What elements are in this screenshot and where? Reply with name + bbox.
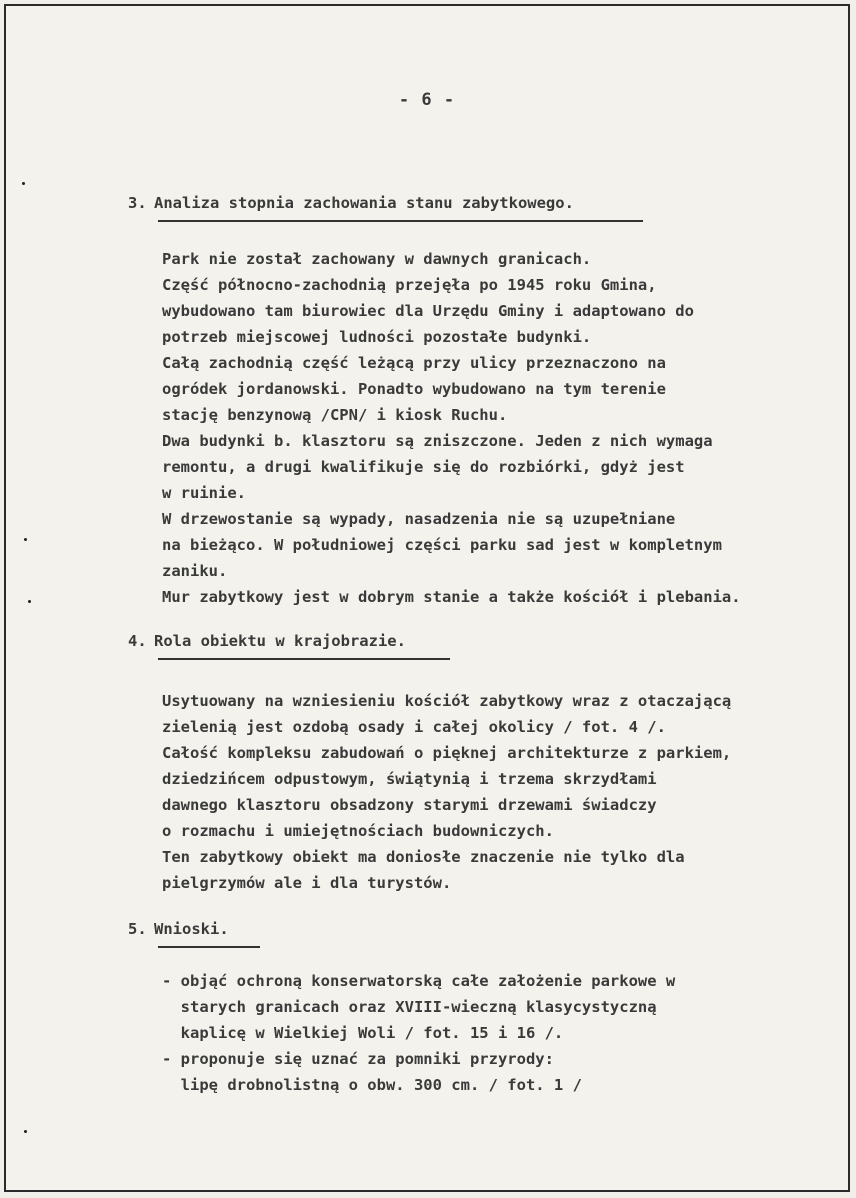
section-title: Analiza stopnia zachowania stanu zabytkowego.: [154, 194, 574, 212]
text-line: Całą zachodnią część leżącą przy ulicy przeznaczono na: [162, 354, 666, 372]
text-line: w ruinie.: [162, 484, 246, 502]
text-line: Dwa budynki b. klasztoru są zniszczone. Jeden z nich wymaga: [162, 432, 713, 450]
section-heading: [128, 632, 406, 650]
text-line: stację benzynową /CPN/ i kiosk Ruchu.: [162, 406, 508, 424]
page-number: - 6 -: [398, 90, 456, 110]
text-line: dziedzińcem odpustowym, świątynią i trzema skrzydłami: [162, 770, 657, 788]
text-line: Całość kompleksu zabudowań o pięknej architekturze z parkiem,: [162, 744, 732, 762]
margin-mark: [22, 182, 25, 185]
text-line: remontu, a drugi kwalifikuje się do rozbiórki, gdyż jest: [162, 458, 685, 476]
text-line: Część północno-zachodnią przejęła po 1945 roku Gmina,: [162, 276, 657, 294]
text-line: potrzeb miejscowej ludności pozostałe budynki.: [162, 328, 592, 346]
section-title: Rola obiektu w krajobrazie.: [154, 632, 406, 650]
heading-underline: [158, 658, 450, 660]
text-line: ogródek jordanowski. Ponadto wybudowano na tym terenie: [162, 380, 666, 398]
list-item-continuation: starych granicach oraz XVIII-wieczną klasycystyczną: [162, 998, 657, 1016]
section-number: 3.: [128, 194, 147, 212]
text-line: zielenią jest ozdobą osady i całej okolicy / fot. 4 /.: [162, 718, 666, 736]
text-line: o rozmachu i umiejętnościach budowniczych.: [162, 822, 554, 840]
heading-underline: [158, 946, 260, 948]
text-line: Mur zabytkowy jest w dobrym stanie a także kościół i plebania.: [162, 588, 741, 606]
text-line: pielgrzymów ale i dla turystów.: [162, 874, 452, 892]
document-page: [4, 4, 850, 1192]
list-item: - objąć ochroną konserwatorską całe założenie parkowe w: [162, 972, 676, 990]
section-paragraph: [162, 972, 676, 1098]
text-line: na bieżąco. W południowej części parku sad jest w kompletnym: [162, 536, 722, 554]
section-number: 4.: [128, 632, 147, 650]
text-line: Park nie został zachowany w dawnych granicach.: [162, 250, 592, 268]
text-line: zaniku.: [162, 562, 228, 580]
margin-mark: [24, 1130, 27, 1133]
margin-mark: [24, 538, 27, 541]
text-line: dawnego klasztoru obsadzony starymi drzewami świadczy: [162, 796, 657, 814]
section-number: 5.: [128, 920, 147, 938]
text-line: Usytuowany na wzniesieniu kościół zabytkowy wraz z otaczającą: [162, 692, 732, 710]
list-item-continuation: kaplicę w Wielkiej Woli / fot. 15 i 16 /.: [162, 1024, 564, 1042]
list-item: - proponuje się uznać za pomniki przyrody:: [162, 1050, 554, 1068]
section-title: Wnioski.: [154, 920, 229, 938]
list-item-continuation: lipę drobnolistną o obw. 300 cm. / fot. 1 /: [162, 1076, 582, 1094]
heading-underline: [158, 220, 643, 222]
text-line: W drzewostanie są wypady, nasadzenia nie są uzupełniane: [162, 510, 676, 528]
margin-mark: [28, 600, 31, 603]
text-line: Ten zabytkowy obiekt ma doniosłe znaczenie nie tylko dla: [162, 848, 685, 866]
section-heading: [128, 920, 229, 938]
section-heading: [128, 194, 574, 212]
text-line: wybudowano tam biurowiec dla Urzędu Gminy i adaptowano do: [162, 302, 694, 320]
